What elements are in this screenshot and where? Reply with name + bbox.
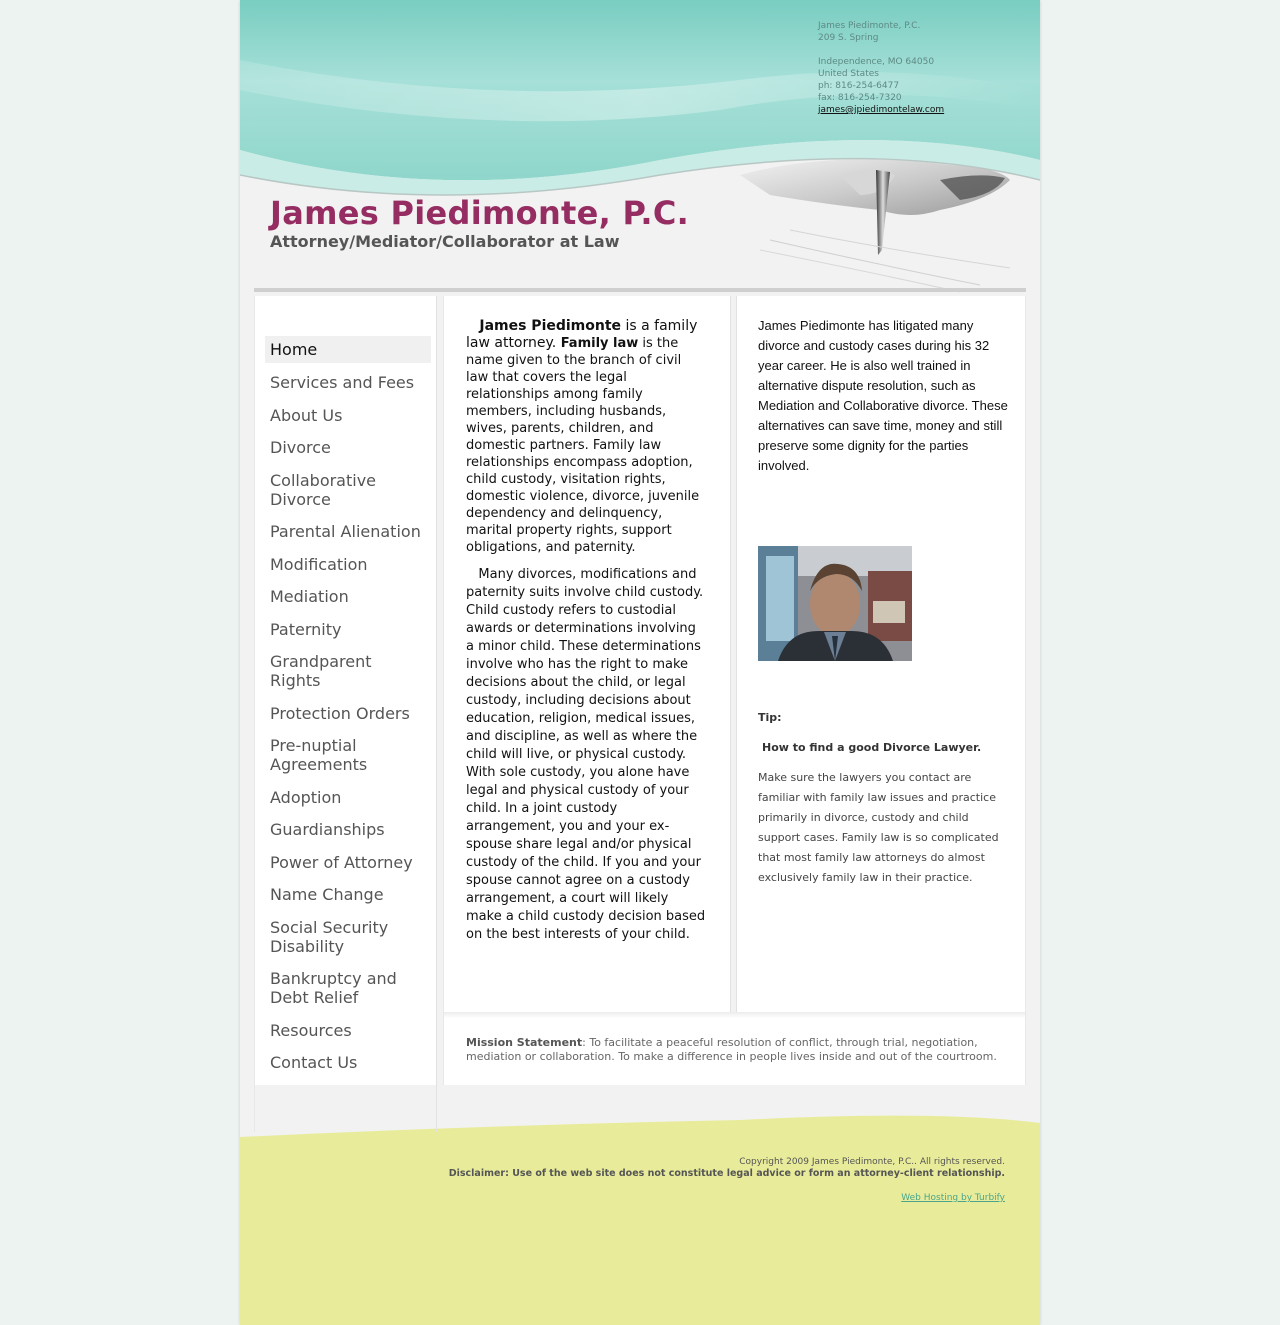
nav-item-modification[interactable]: Modification bbox=[270, 554, 368, 574]
attorney-bio: James Piedimonte has litigated many divorce and custody cases during his 32 year career. He is also well trained in alternative dispute resolution, such as Mediation and Collaborative divorce. These alternatives can save time, money and still preserve some dignity for the parties involved. bbox=[758, 318, 1008, 473]
nav-item-divorce[interactable]: Divorce bbox=[270, 438, 331, 457]
nav-item-adoption[interactable]: Adoption bbox=[270, 787, 342, 807]
contact-fax: fax: 816-254-7320 bbox=[818, 93, 902, 103]
contact-country: United States bbox=[818, 69, 879, 79]
site-title: James Piedimonte, P.C. bbox=[270, 194, 690, 232]
nav-item-guardianships[interactable]: Guardianships bbox=[270, 820, 385, 839]
nav-item-social-security-disability[interactable]: Social Security Disability bbox=[270, 917, 389, 956]
tip-body: Make sure the lawyers you contact are familiar with family law issues and practice primarily in divorce, custody and child support cases. Family law is so complicated that most family law attorneys do almost exclusively family law in their practice. bbox=[758, 771, 999, 884]
contact-email-link[interactable]: james@jpiedimontelaw.com bbox=[818, 105, 945, 115]
nav-item-paternity[interactable]: Paternity bbox=[270, 619, 342, 639]
nav-item-home[interactable]: Home bbox=[265, 336, 431, 363]
nav-item-bankruptcy-and-debt-relief[interactable]: Bankruptcy and Debt Relief bbox=[270, 969, 397, 1007]
site-subtitle: Attorney/Mediator/Collaborator at Law bbox=[270, 232, 620, 251]
attorney-photo bbox=[758, 546, 912, 661]
contact-name: James Piedimonte, P.C. bbox=[818, 21, 921, 31]
nav-sidebar-tail bbox=[254, 1085, 437, 1132]
contact-street: 209 S. Spring bbox=[818, 33, 879, 43]
nav-item-parental-alienation[interactable]: Parental Alienation bbox=[270, 522, 421, 541]
nav-item-name-change[interactable]: Name Change bbox=[270, 885, 384, 904]
nav-item-collaborative-divorce[interactable]: Collaborative Divorce bbox=[270, 470, 377, 509]
nav-item-pre-nuptial-agreements[interactable]: Pre-nuptial Agreements bbox=[270, 736, 368, 774]
tip-title: How to find a good Divorce Lawyer. bbox=[762, 741, 982, 754]
mission-statement: Mission Statement: To facilitate a peaceful resolution of conflict, through trial, negotiation, mediation or collaboration. To make a difference in people lives inside and out of the courtroom. bbox=[466, 1036, 997, 1063]
tip-label: Tip: bbox=[758, 711, 782, 724]
header-divider bbox=[254, 288, 1026, 292]
right-sidebar bbox=[736, 296, 1026, 1012]
intro-bold-family-law: Family law bbox=[560, 336, 639, 351]
page-container bbox=[240, 0, 1040, 1325]
footer bbox=[449, 1156, 1005, 1204]
nav-item-protection-orders[interactable]: Protection Orders bbox=[270, 703, 410, 723]
nav-item-about-us[interactable]: About Us bbox=[270, 405, 343, 425]
mission-label: Mission Statement bbox=[466, 1036, 583, 1049]
main-article bbox=[466, 318, 706, 944]
nav-menu bbox=[265, 336, 431, 1082]
contact-city: Independence, MO 64050 bbox=[818, 57, 935, 67]
tip-section bbox=[758, 708, 1008, 888]
contact-phone: ph: 816-254-6477 bbox=[818, 81, 900, 91]
attorney-photo-image bbox=[758, 546, 912, 661]
nav-item-power-of-attorney[interactable]: Power of Attorney bbox=[270, 852, 413, 872]
intro-paragraph: James Piedimonte is a family law attorney. Family law is the name given to the branch of civil law that covers the legal relationships among family members, including husbands, wives, parents, children, and domestic partners. Family law relationships encompass adoption, child custody, visitation rights, domestic violence, divorce, juvenile dependency and delinquency, marital property rights, support obligations, and paternity. bbox=[466, 318, 700, 555]
nav-sidebar bbox=[254, 296, 437, 1131]
disclaimer-text: Disclaimer: Use of the web site does not constitute legal advice or form an attorney-client relationship. bbox=[448, 1168, 1005, 1179]
hand-pen-illustration bbox=[710, 150, 1040, 295]
copyright-text: Copyright 2009 James Piedimonte, P.C.. All rights reserved. bbox=[739, 1157, 1005, 1167]
web-hosting-link[interactable]: Web Hosting by Turbify bbox=[901, 1193, 1005, 1203]
nav-item-services-and-fees[interactable]: Services and Fees bbox=[270, 373, 415, 392]
nav-item-mediation[interactable]: Mediation bbox=[270, 587, 349, 606]
main-content bbox=[443, 296, 731, 1012]
contact-info bbox=[818, 20, 944, 116]
custody-paragraph: Many divorces, modifications and paternity suits involve child custody. Child custody refers to custodial awards or determinations involving a minor child. These determinations involve who has the right to make decisions about the child, or legal custody, including decisions about education, religion, medical issues, and discipline, as well as where the child will live, or physical custody. With sole custody, you alone have legal and physical custody of your child. In a joint custody arrangement, you and your ex-spouse share legal and/or physical custody of the child. If you and your spouse cannot agree on a custody arrangement, a court will likely make a child custody decision based on the best interests of your child. bbox=[466, 567, 706, 942]
nav-item-resources[interactable]: Resources bbox=[270, 1020, 352, 1040]
intro-bold-name: James Piedimonte bbox=[479, 318, 622, 334]
nav-item-grandparent-rights[interactable]: Grandparent Rights bbox=[270, 652, 372, 690]
nav-item-contact-us[interactable]: Contact Us bbox=[270, 1053, 358, 1072]
